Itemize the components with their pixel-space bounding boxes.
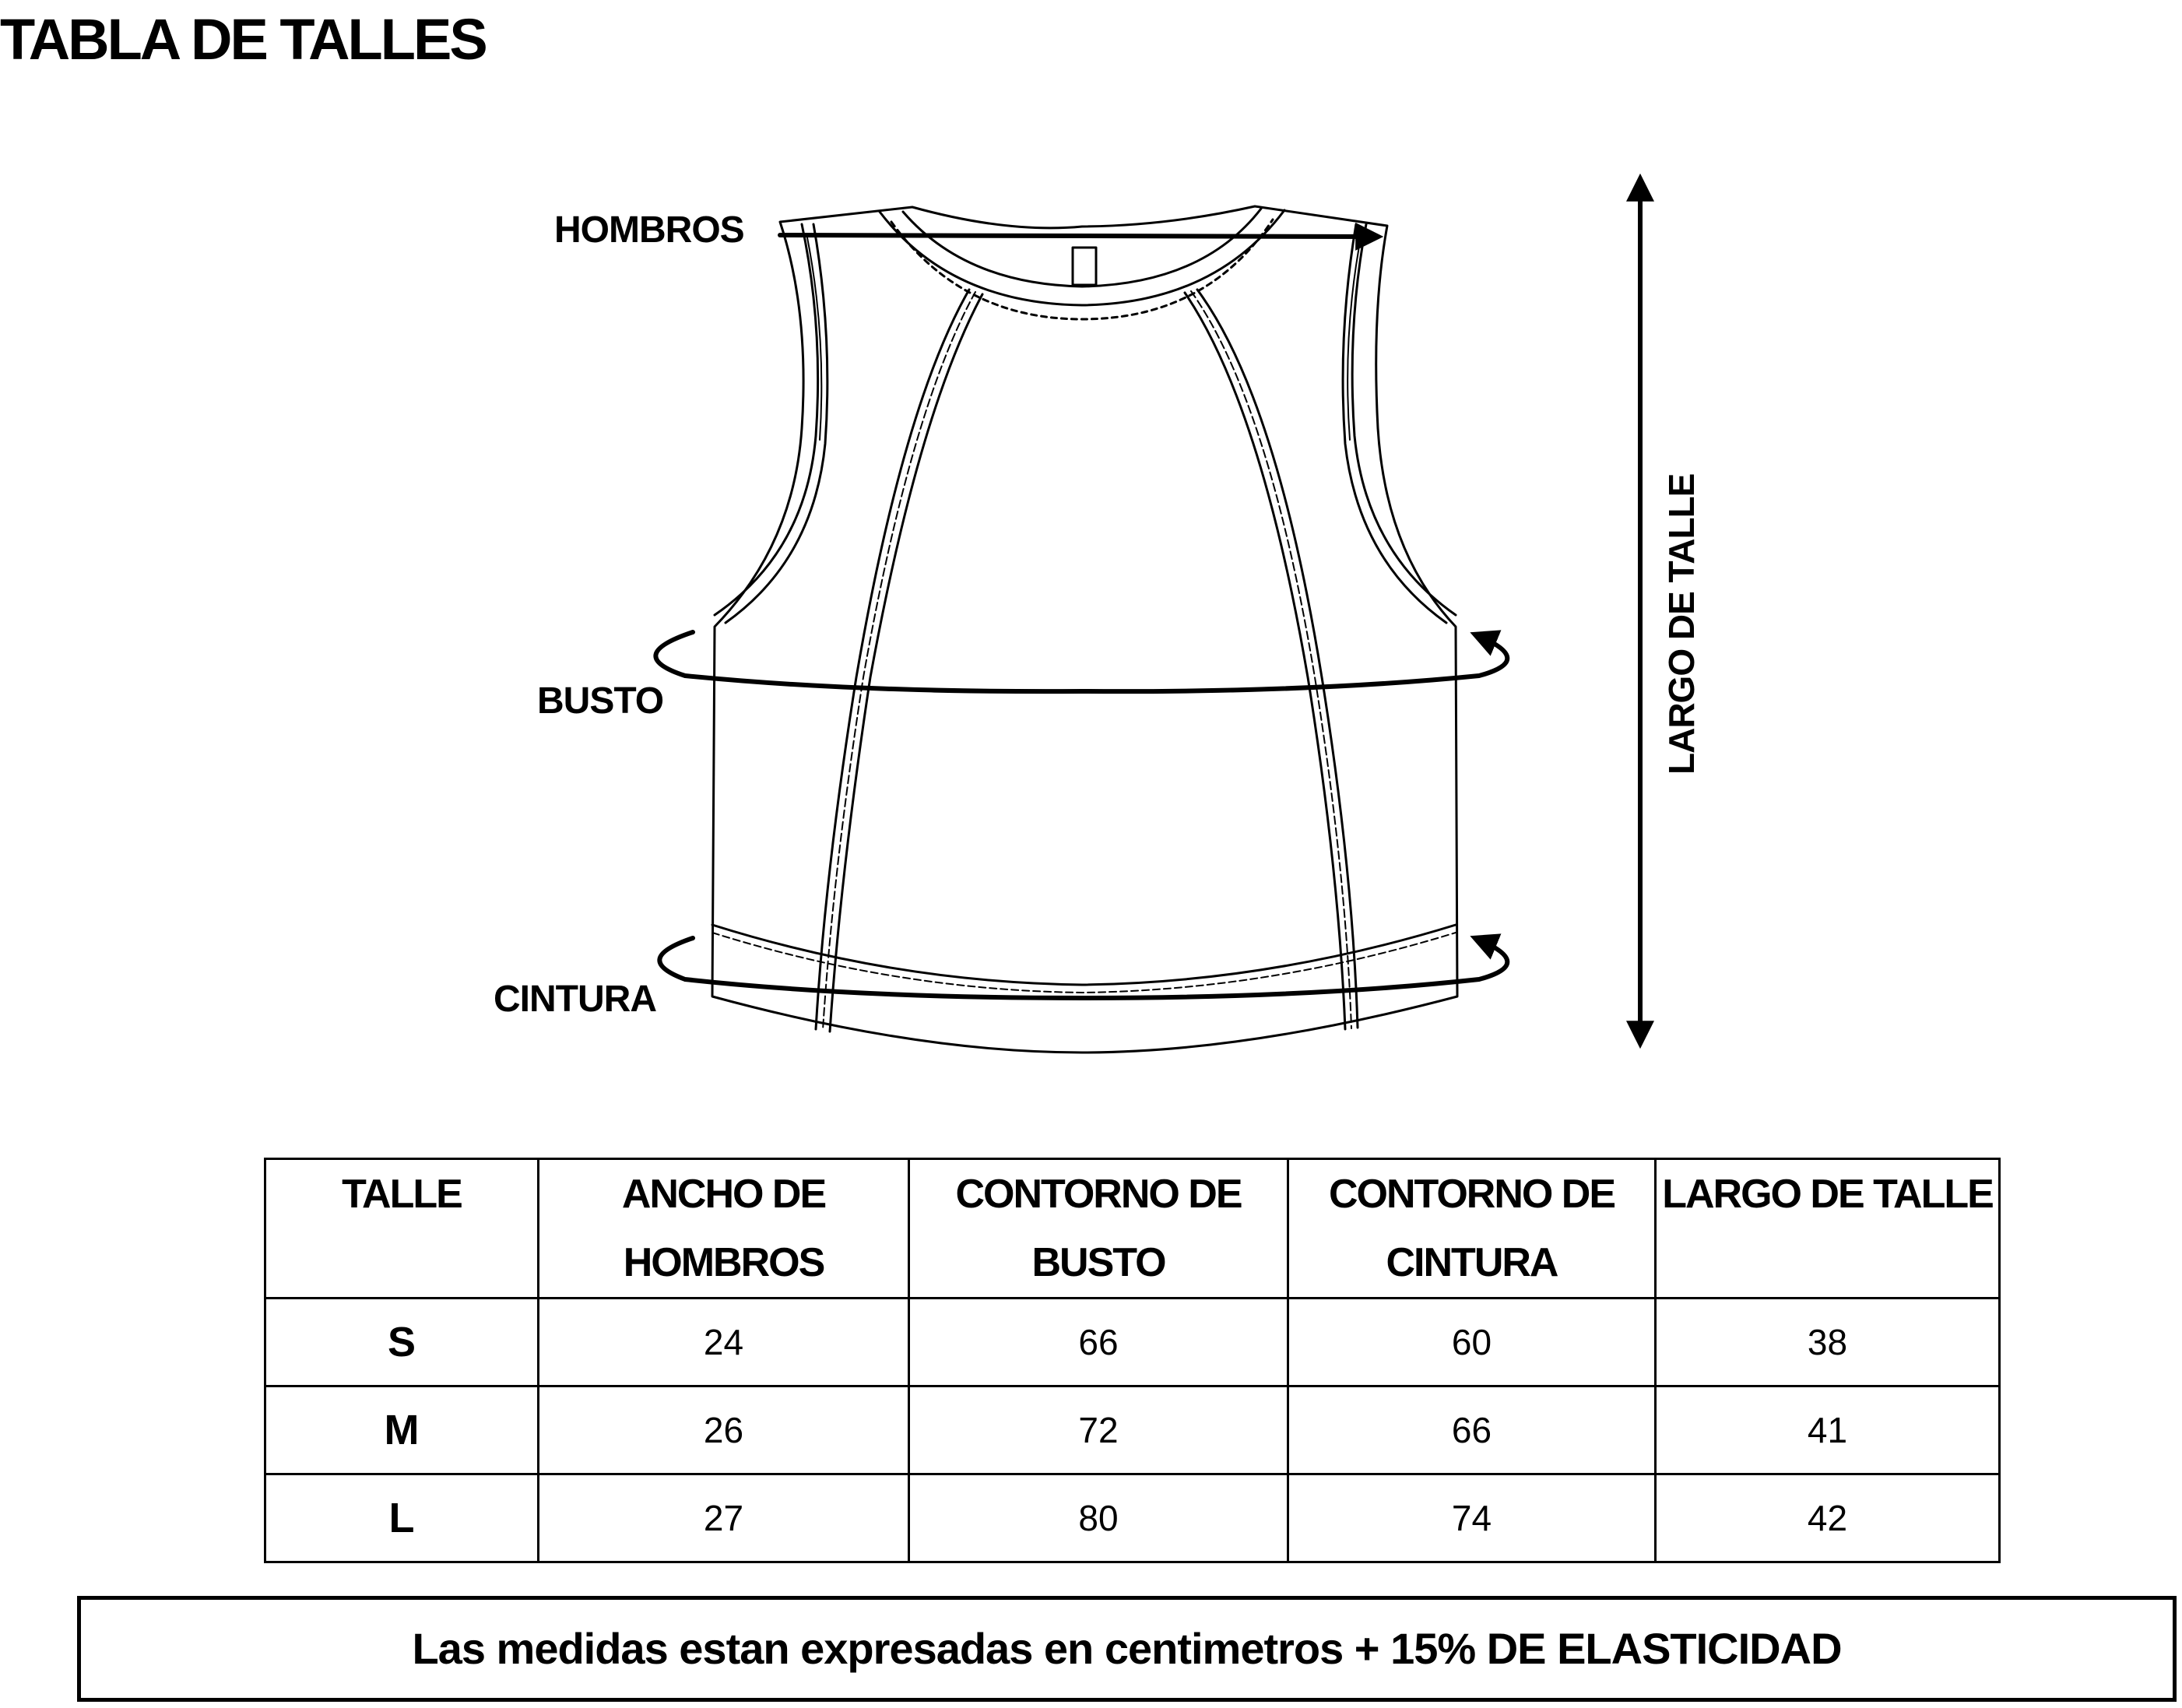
size-cell: M	[265, 1386, 539, 1474]
waist-label: CINTURA	[494, 979, 656, 1020]
size-cell: S	[265, 1299, 539, 1386]
bust-label: BUSTO	[537, 680, 664, 722]
shoulders-cell: 27	[539, 1474, 909, 1562]
elasticity-note: Las medidas estan expresadas en centimetros + 15% DE ELASTICIDAD	[77, 1596, 2177, 1702]
neckline	[880, 210, 1284, 305]
shoulder-measure-line	[780, 235, 1378, 237]
shoulders-cell: 26	[539, 1386, 909, 1474]
length-cell: 41	[1656, 1386, 2000, 1474]
size-cell: L	[265, 1474, 539, 1562]
waist-cell: 60	[1288, 1299, 1656, 1386]
waist-cell: 74	[1288, 1474, 1656, 1562]
table-row	[265, 1299, 2000, 1386]
shoulders-label: HOMBROS	[554, 209, 744, 251]
waist-cell: 66	[1288, 1386, 1656, 1474]
bust-cell: 72	[909, 1386, 1288, 1474]
bust-cell: 66	[909, 1299, 1288, 1386]
bust-cell: 80	[909, 1474, 1288, 1562]
length-cell: 38	[1656, 1299, 2000, 1386]
size-table	[264, 1158, 2001, 1563]
header-waist: CONTORNO DE CINTURA	[1288, 1159, 1656, 1299]
page-title: TABLA DE TALLES	[0, 7, 486, 72]
length-cell: 42	[1656, 1474, 2000, 1562]
header-bust: CONTORNO DE BUSTO	[909, 1159, 1288, 1299]
table-row	[265, 1386, 2000, 1474]
shoulders-cell: 24	[539, 1299, 909, 1386]
header-length: LARGO DE TALLE	[1656, 1159, 2000, 1299]
header-shoulder-width: ANCHO DE HOMBROS	[539, 1159, 909, 1299]
header-size: TALLE	[265, 1159, 539, 1299]
table-row	[265, 1474, 2000, 1562]
length-label: LARGO DE TALLE	[1661, 473, 1702, 775]
bust-measure-loop	[655, 632, 1507, 691]
table-header-row	[265, 1159, 2000, 1299]
